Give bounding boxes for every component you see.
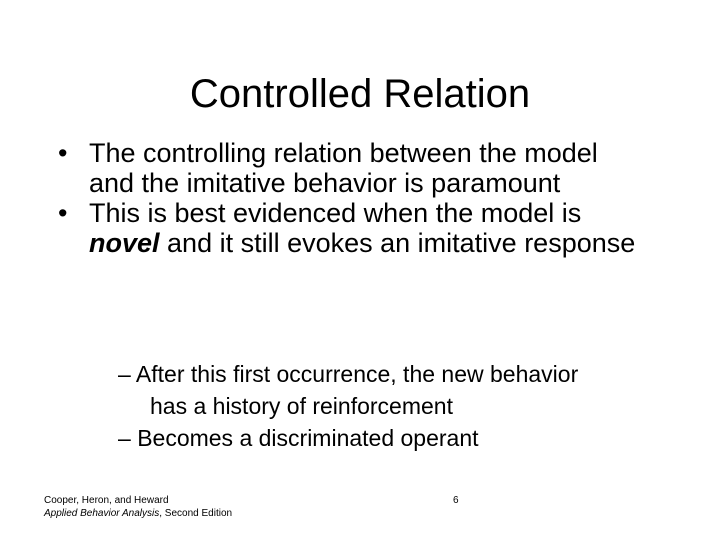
sub-bullet-marker: – xyxy=(118,361,131,387)
sub-bullet-marker: – xyxy=(118,425,131,451)
sub-bullet-list xyxy=(118,358,698,454)
footer-authors: Cooper, Heron, and Heward xyxy=(44,495,169,506)
page-number: 6 xyxy=(453,495,459,506)
footer-edition: , Second Edition xyxy=(159,508,233,519)
bullet-item xyxy=(58,198,649,258)
bullet-emphasis: novel xyxy=(89,228,160,258)
bullet-marker: • xyxy=(58,198,68,228)
bullet-text-before: This is best evidenced when the model is xyxy=(89,198,582,228)
footer-book xyxy=(44,507,232,520)
footer-citation xyxy=(44,494,232,520)
bullet-list xyxy=(58,138,678,258)
sub-bullet-item xyxy=(118,358,698,422)
bullet-item xyxy=(58,138,649,198)
bullet-text: The controlling relation between the model and the imitative behavior is paramount xyxy=(89,138,598,198)
bullet-text-after: and it still evokes an imitative response xyxy=(159,228,636,258)
sub-bullet-item xyxy=(118,422,698,454)
footer-book-title: Applied Behavior Analysis xyxy=(44,508,160,519)
sub-bullet-line: After this first occurrence, the new behavior xyxy=(135,361,579,387)
sub-bullet-line: Becomes a discriminated operant xyxy=(137,425,479,451)
slide-title: Controlled Relation xyxy=(189,72,531,116)
sub-bullet-line: has a history of reinforcement xyxy=(150,393,453,419)
bullet-marker: • xyxy=(58,138,68,168)
